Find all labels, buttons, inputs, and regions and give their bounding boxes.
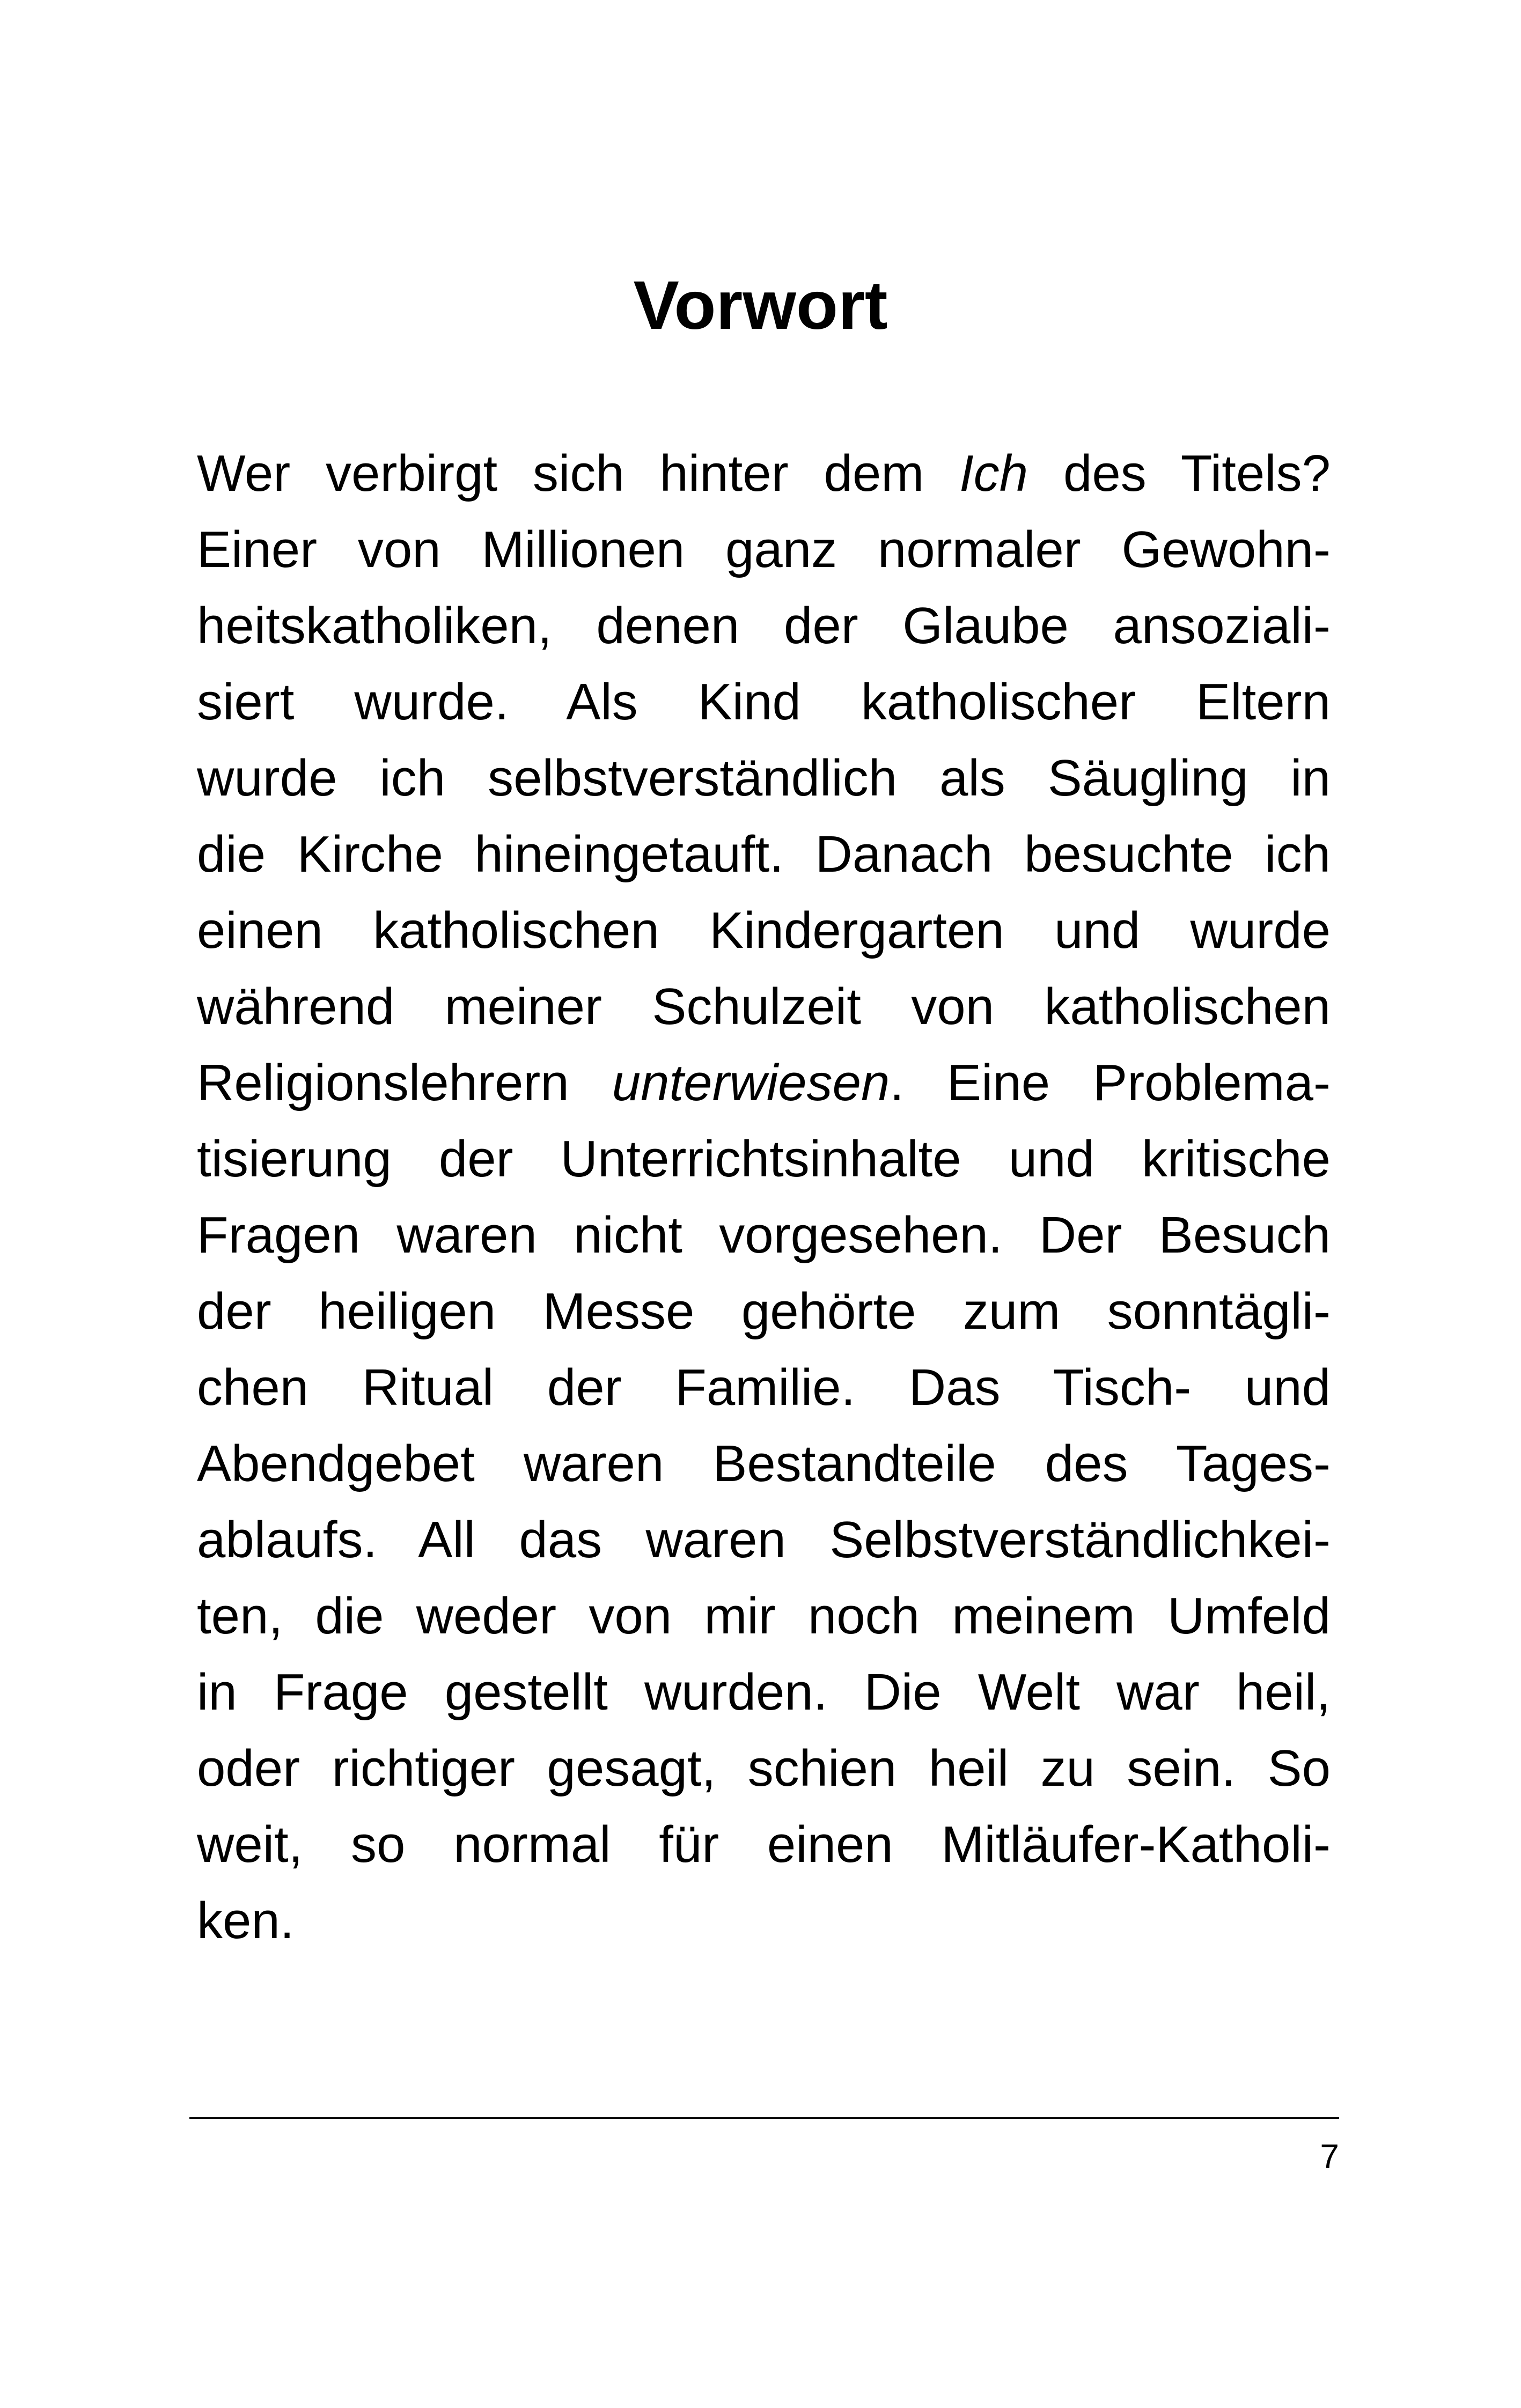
text-line: Wer verbirgt sich hinter dem Ich des Titels?: [197, 445, 1331, 502]
footer-divider: [189, 2117, 1339, 2119]
italic-word: unterwiesen: [612, 1054, 890, 1111]
text-line: weit, so normal für einen Mitläufer-Katholi-: [197, 1816, 1331, 1873]
text-line: ten, die weder von mir noch meinem Umfeld: [197, 1587, 1331, 1645]
text-line: heitskatholiken, denen der Glaube ansoziali-: [197, 597, 1331, 654]
text-line: siert wurde. Als Kind katholischer Eltern: [197, 673, 1331, 731]
text-line: Einer von Millionen ganz normaler Gewohn-: [197, 521, 1331, 578]
text-line: wurde ich selbstverständlich als Säugling in: [197, 749, 1331, 807]
text-line: Fragen waren nicht vorgesehen. Der Besuch: [197, 1206, 1331, 1264]
text-line: der heiligen Messe gehörte zum sonntägli-: [197, 1283, 1331, 1340]
text-line: Religionslehrern unterwiesen. Eine Problema-: [197, 1054, 1331, 1111]
text-line: einen katholischen Kindergarten und wurde: [197, 902, 1331, 959]
text-line: in Frage gestellt wurden. Die Welt war heil,: [197, 1663, 1331, 1721]
page-number: 7: [1320, 2137, 1339, 2176]
text-line-last: ken.: [197, 1892, 295, 1949]
text-line: chen Ritual der Familie. Das Tisch- und: [197, 1359, 1331, 1416]
text-line: oder richtiger gesagt, schien heil zu sein. So: [197, 1740, 1331, 1797]
text-line: die Kirche hineingetauft. Danach besuchte ich: [197, 826, 1331, 883]
text-line: tisierung der Unterrichtsinhalte und kritische: [197, 1130, 1331, 1188]
body-paragraph: [197, 436, 1331, 1959]
text-line: Abendgebet waren Bestandteile des Tages-: [197, 1435, 1331, 1492]
italic-word: Ich: [959, 445, 1028, 502]
text-line: während meiner Schulzeit von katholischen: [197, 978, 1331, 1035]
chapter-title: Vorwort: [633, 267, 888, 344]
text-line: ablaufs. All das waren Selbstverständlichkei-: [197, 1511, 1331, 1568]
